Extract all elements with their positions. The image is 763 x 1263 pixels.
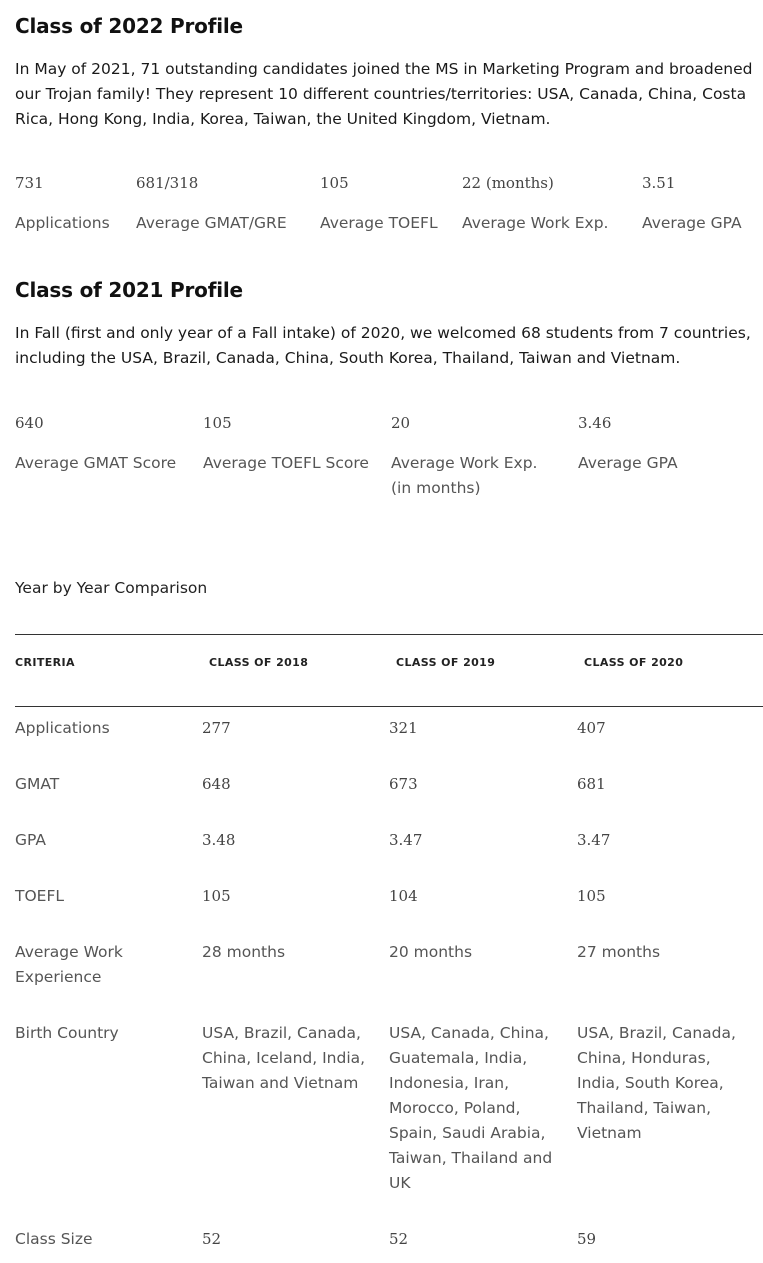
stat-value: 20 xyxy=(391,414,411,432)
row-criteria: Applications xyxy=(15,719,110,737)
row-value-2019: 321 xyxy=(389,719,418,737)
row-value-2019: USA, Canada, China, Guatemala, India, Indonesia, Iran, Morocco, Poland, Spain, Saudi Arabia, Taiwan, Thailand and UK xyxy=(389,1024,553,1192)
stat-label: Average Work Exp. xyxy=(462,214,609,232)
stat-label: Average GPA xyxy=(642,214,742,232)
stat-label: Applications xyxy=(15,214,110,232)
row-value-2020: 407 xyxy=(577,719,606,737)
row-value-2020: 3.47 xyxy=(577,831,611,849)
row-value-2018: 3.48 xyxy=(202,831,236,849)
stat-value: 3.51 xyxy=(642,174,676,192)
row-value-2019: 3.47 xyxy=(389,831,423,849)
stat-work-exp xyxy=(462,173,609,236)
row-criteria: Class Size xyxy=(15,1230,93,1248)
table-header-rule xyxy=(15,706,763,707)
stat-gpa xyxy=(642,173,742,236)
stat-value: 731 xyxy=(15,174,44,192)
row-criteria: Average Work Experience xyxy=(15,943,123,986)
header-class-2020: CLASS OF 2020 xyxy=(584,656,684,669)
header-class-2019: CLASS OF 2019 xyxy=(396,656,496,669)
row-criteria: GMAT xyxy=(15,775,60,793)
row-criteria: TOEFL xyxy=(15,887,65,905)
row-value-2019: 52 xyxy=(389,1230,409,1248)
comparison-title: Year by Year Comparison xyxy=(15,579,208,597)
stat-label: Average GPA xyxy=(578,454,678,472)
stat-value: 640 xyxy=(15,414,44,432)
row-value-2020: 27 months xyxy=(577,943,661,961)
row-criteria: Birth Country xyxy=(15,1024,119,1042)
row-value-2018: 277 xyxy=(202,719,231,737)
stat-label: Average Work Exp. (in months) xyxy=(391,454,538,497)
stat-label: Average GMAT/GRE xyxy=(136,214,287,232)
stat-gmat-gre xyxy=(136,173,287,236)
row-criteria: GPA xyxy=(15,831,46,849)
row-value-2020: 681 xyxy=(577,775,606,793)
row-value-2018: USA, Brazil, Canada, China, Iceland, India, Taiwan and Vietnam xyxy=(202,1024,366,1092)
stat-label: Average TOEFL Score xyxy=(203,454,369,472)
stat-work-exp xyxy=(391,413,561,501)
stat-value: 105 xyxy=(320,174,349,192)
row-value-2019: 104 xyxy=(389,887,418,905)
row-value-2018: 105 xyxy=(202,887,231,905)
stat-value: 681/318 xyxy=(136,174,199,192)
row-value-2018: 52 xyxy=(202,1230,222,1248)
header-criteria: CRITERIA xyxy=(15,656,75,669)
row-value-2020: 59 xyxy=(577,1230,597,1248)
stat-toefl xyxy=(203,413,369,476)
stat-label: Average TOEFL xyxy=(320,214,438,232)
row-value-2019: 673 xyxy=(389,775,418,793)
stat-gmat xyxy=(15,413,176,476)
row-value-2019: 20 months xyxy=(389,943,473,961)
class-2022-heading: Class of 2022 Profile xyxy=(15,14,243,38)
class-2022-paragraph: In May of 2021, 71 outstanding candidates joined the MS in Marketing Program and broadened our Trojan family! They represent 10 different countries/territories: USA, Canada, China, Costa Rica, Hong Kong, India, Korea, Taiwan, the United Kingdom, Vietnam. xyxy=(15,60,753,128)
header-class-2018: CLASS OF 2018 xyxy=(209,656,309,669)
stat-value: 105 xyxy=(203,414,232,432)
row-value-2020: USA, Brazil, Canada, China, Honduras, India, South Korea, Thailand, Taiwan, Vietnam xyxy=(577,1024,736,1142)
stat-label: Average GMAT Score xyxy=(15,454,177,472)
class-2021-heading: Class of 2021 Profile xyxy=(15,278,243,302)
class-2021-paragraph: In Fall (first and only year of a Fall intake) of 2020, we welcomed 68 students from 7 countries, including the USA, Brazil, Canada, China, South Korea, Thailand, Taiwan and Vietnam. xyxy=(15,324,751,367)
stat-value: 3.46 xyxy=(578,414,612,432)
stat-toefl xyxy=(320,173,438,236)
stat-applications xyxy=(15,173,110,236)
table-top-rule xyxy=(15,634,763,635)
row-value-2020: 105 xyxy=(577,887,606,905)
row-value-2018: 28 months xyxy=(202,943,286,961)
stat-value: 22 (months) xyxy=(462,174,554,192)
row-value-2018: 648 xyxy=(202,775,231,793)
stat-gpa xyxy=(578,413,678,476)
